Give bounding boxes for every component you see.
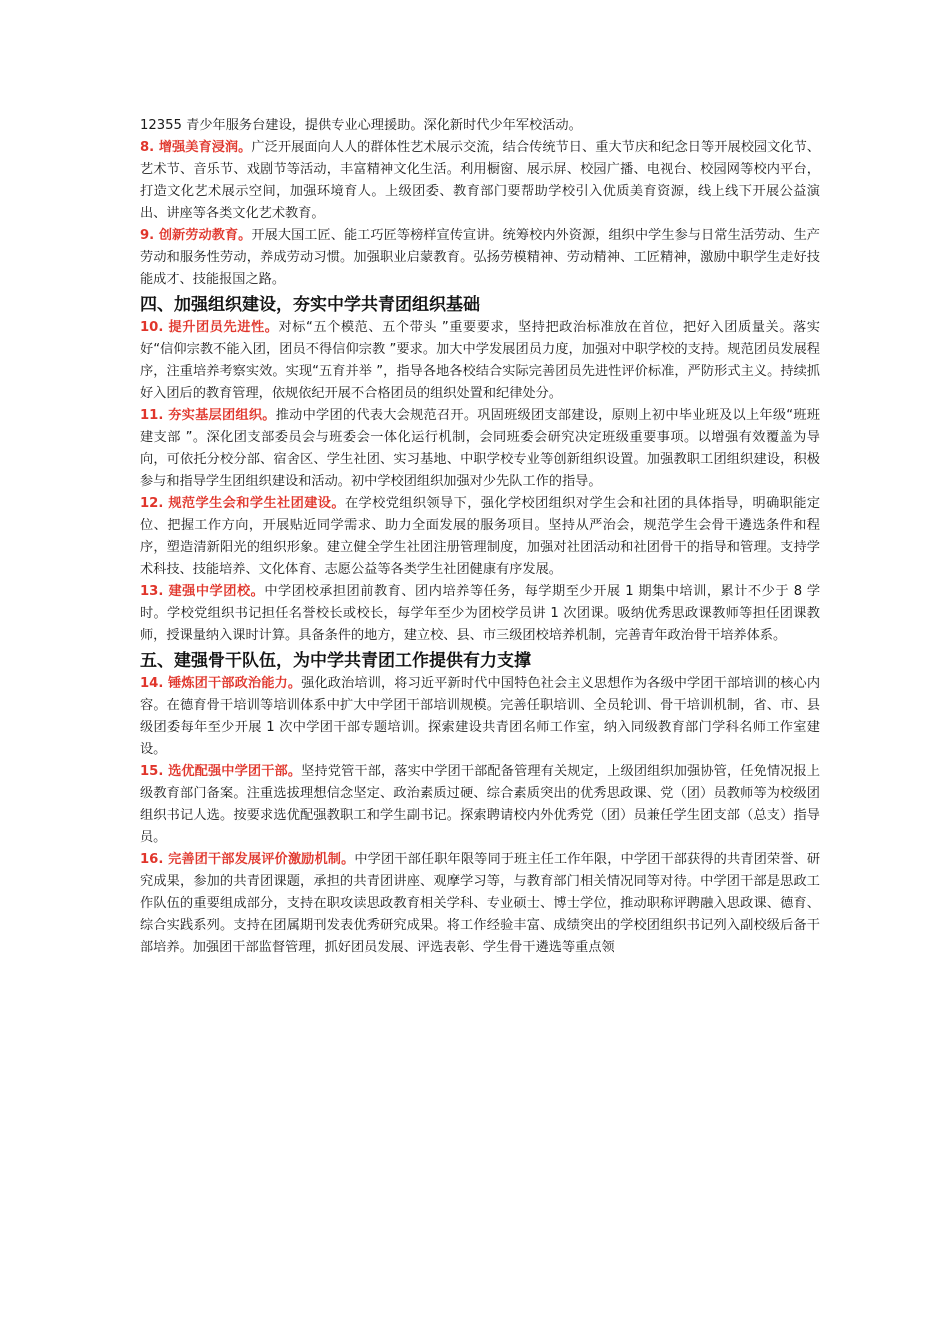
paragraph-political-ability <box>140 673 820 761</box>
paragraph-text: 在学校党组织领导下，强化学校团组织对学生会和社团的具体指导，明确职能定位、把握工作方向，开展贴近同学需求、助力全面发展的服务项目。坚持从严治会，规范学生会骨干遴选条件和程序，塑造清新阳光的组织形象。建立健全学生社团注册管理制度，加强对社团活动和社团骨干的指导和管理。支持学术科技、技能培养、文化体育、志愿公益等各类学生社团健康有序发展。 <box>140 496 821 577</box>
paragraph-lead: 8. 增强美育浸润。 <box>140 140 252 155</box>
paragraph-text: 对标“五个模范、五个带头 ”重要要求，坚持把政治标准放在首位，把好入团质量关。落实好“信仰宗教不能入团，团员不得信仰宗教 ”要求。加大中学发展团员力度，加强对中职学校的支持。规范团员发展程序，注重培养考察实效。实现“五育并举 ”，指导各地各校结合实际完善团员先进性评价标准，严防形式主义。持续抓好入团后的教育管理，依规依纪开展不合格团员的组织处置和纪律处分。 <box>140 320 820 401</box>
paragraph-league-school <box>140 581 820 647</box>
paragraph-text: 开展大国工匠、能工巧匠等榜样宣传宣讲。统筹校内外资源，组织中学生参与日常生活劳动、生产劳动和服务性劳动，养成劳动习惯。加强职业启蒙教育。弘扬劳模精神、劳动精神、工匠精神，激励中职学生走好技能成才、技能报国之路。 <box>140 228 820 287</box>
paragraph-text: 推动中学团的代表大会规范召开。巩固班级团支部建设，原则上初中毕业班及以上年级“班班建支部 ”。深化团支部委员会与班委会一体化运行机制，会同班委会研究决定班级重要事项。以增强有效覆盖为导向，可依托分校分部、宿舍区、学生社团、实习基地、中职学校专业等创新组织设置。加强教职工团组织建设，积极参与和指导学生团组织建设和活动。初中学校团组织加强对少先队工作的指导。 <box>140 408 820 489</box>
paragraph-cadre-selection <box>140 761 820 849</box>
section-heading-4: 四、加强组织建设，夯实中学共青团组织基础 <box>140 295 480 315</box>
paragraph-lead: 16. 完善团干部发展评价激励机制。 <box>140 852 355 867</box>
paragraph-text: 广泛开展面向人人的群体性艺术展示交流，结合传统节日、重大节庆和纪念日等开展校园文化节、艺术节、音乐节、戏剧节等活动，丰富精神文化生活。利用橱窗、展示屏、校园广播、电视台、校园网等校内平台，打造文化艺术展示空间，加强环境育人。上级团委、教育部门要帮助学校引入优质美育资源，线上线下开展公益演出、讲座等各类文化艺术教育。 <box>140 140 820 221</box>
paragraph-text: 中学团干部任职年限等同于班主任工作年限，中学团干部获得的共青团荣誉、研究成果，参加的共青团课题，承担的共青团讲座、观摩学习等，与教育部门相关情况同等对待。中学团干部是思政工作队伍的重要组成部分，支持在职攻读思政教育相关学科、专业硕士、博士学位，推动职称评聘融入思政课、德育、综合实践系列。支持在团属期刊发表优秀研究成果。将工作经验丰富、成绩突出的学校团组织书记列入副校级后备干部培养。加强团干部监督管理，抓好团员发展、评选表彰、学生骨干遴选等重点领 <box>140 852 821 955</box>
paragraph-text: 强化政治培训，将习近平新时代中国特色社会主义思想作为各级中学团干部培训的核心内容。在德育骨干培训等培训体系中扩大中学团干部培训规模。完善任职培训、全员轮训、骨干培训机制，省、市、县级团委每年至少开展 1 次中学团干部专题培训。探索建设共青团名师工作室，纳入同级教育部门学科名师工作室建设。 <box>140 676 821 757</box>
paragraph-lead: 9. 创新劳动教育。 <box>140 228 252 243</box>
paragraph-text: 12355 青少年服务台建设，提供专业心理援助。深化新时代少年军校活动。 <box>140 118 582 133</box>
paragraph-lead: 13. 建强中学团校。 <box>140 584 265 599</box>
paragraph-lead: 15. 选优配强中学团干部。 <box>140 764 302 779</box>
paragraph-continuation <box>140 115 820 137</box>
paragraph-lead: 10. 提升团员先进性。 <box>140 320 279 335</box>
paragraph-lead: 11. 夯实基层团组织。 <box>140 408 276 423</box>
paragraph-student-union <box>140 493 820 581</box>
paragraph-grassroots-organization <box>140 405 820 493</box>
paragraph-member-quality <box>140 317 820 405</box>
paragraph-aesthetic-education <box>140 137 820 225</box>
paragraph-text: 坚持党管干部，落实中学团干部配备管理有关规定，上级团组织加强协管，任免情况报上级教育部门备案。注重选拔理想信念坚定、政治素质过硬、综合素质突出的优秀思政课、党（团）员教师等为校级团组织书记人选。按要求选优配强教职工和学生副书记。探索聘请校内外优秀党（团）员兼任学生团支部（总支）指导员。 <box>140 764 821 845</box>
section-heading-5: 五、建强骨干队伍，为中学共青团工作提供有力支撑 <box>140 651 531 671</box>
paragraph-lead: 14. 锤炼团干部政治能力。 <box>140 676 302 691</box>
document-page <box>140 115 820 959</box>
paragraph-labor-education <box>140 225 820 291</box>
paragraph-lead: 12. 规范学生会和学生社团建设。 <box>140 496 345 511</box>
paragraph-incentive-mechanism <box>140 849 820 959</box>
paragraph-text: 中学团校承担团前教育、团内培养等任务，每学期至少开展 1 期集中培训，累计不少于 8 学时。学校党组织书记担任名誉校长或校长，每学年至少为团校学员讲 1 次团课。吸纳优秀思政课教师等担任团课教师，授课量纳入课时计算。具备条件的地方，建立校、县、市三级团校培养机制，完善青年政治骨干培养体系。 <box>140 584 820 643</box>
